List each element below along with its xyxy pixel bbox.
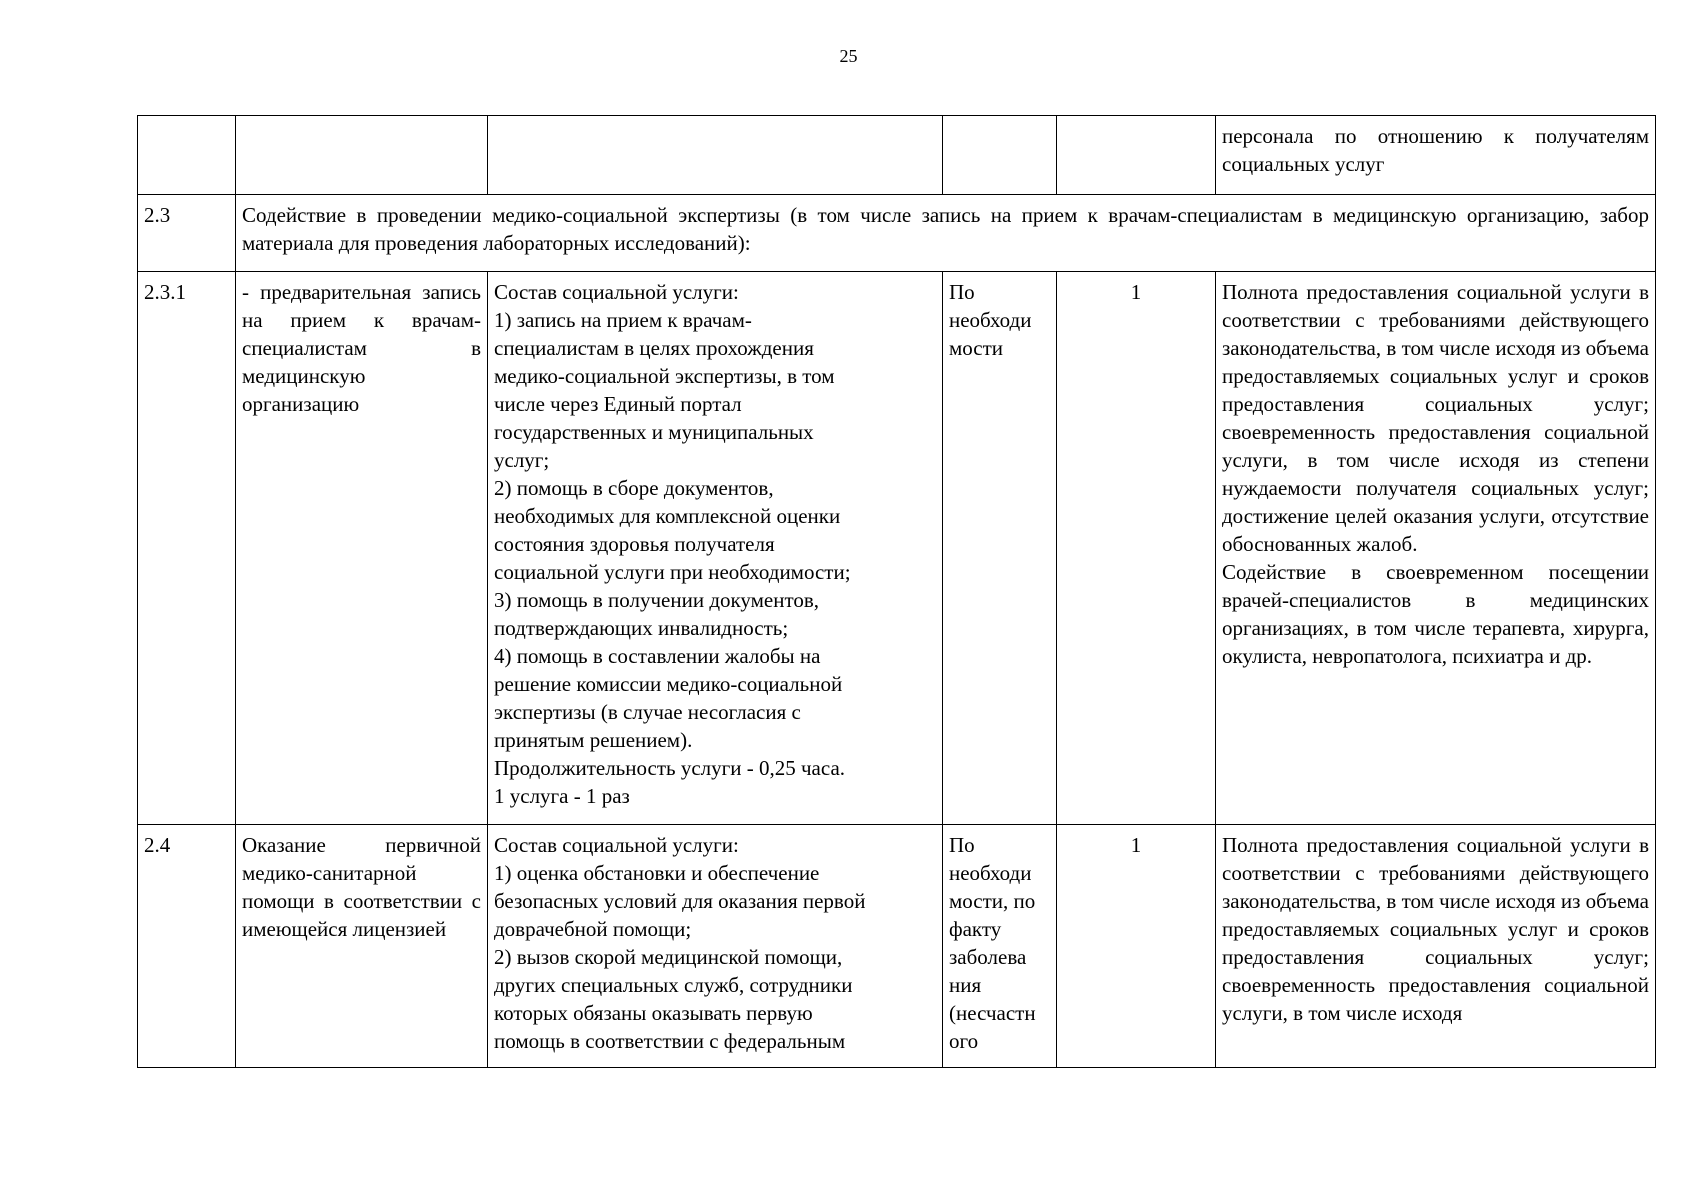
text-line: необходи [949,861,1032,885]
cell-composition [488,272,943,825]
text-line: Состав социальной услуги: [494,280,739,304]
text-line: заболева [949,945,1027,969]
text-line: По [949,833,975,857]
cell-composition [488,116,943,195]
text-line: состояния здоровья получателя [494,532,775,556]
services-table [137,115,1656,1068]
cell-section-title: Содействие в проведении медико-социальной экспертизы (в том числе запись на прием к врачам-специалистам в медицинскую организацию, забор материала для проведения лабораторных исследований): [236,195,1656,272]
text-line: экспертизы (в случае несогласия с [494,700,801,724]
quality-paragraph: Содействие в своевременном посещении врачей-специалистов в медицинских организациях, в том числе терапевта, хирурга, окулиста, невропатолога, психиатра и др. [1222,560,1649,668]
cell-num: 2.3 [138,195,236,272]
text-line: 2) помощь в сборе документов, [494,476,774,500]
text-line: принятым решением). [494,728,693,752]
text-line: доврачебной помощи; [494,917,692,941]
text-line: (несчастн [949,1001,1036,1025]
text-line: безопасных условий для оказания первой [494,889,866,913]
text-line: услуг; [494,448,550,472]
table-row [138,195,1656,272]
cell-composition [488,825,943,1068]
cell-volume: 1 [1057,272,1216,825]
table-row [138,272,1656,825]
text-line: 1) оценка обстановки и обеспечение [494,861,820,885]
cell-name: - предварительная запись на прием к врачам-специалистам в медицинскую организацию [236,272,488,825]
text-line: медико-социальной экспертизы, в том [494,364,835,388]
text-line: мости, по [949,889,1036,913]
table-row [138,116,1656,195]
text-line: мости [949,336,1004,360]
cell-name [236,116,488,195]
text-line: подтверждающих инвалидность; [494,616,789,640]
cell-quality: персонала по отношению к получателям социальных услуг [1216,116,1656,195]
cell-periodicity [943,825,1057,1068]
page-number: 25 [839,46,858,66]
text-line: 1 услуга - 1 раз [494,784,630,808]
cell-volume [1057,116,1216,195]
text-line: 3) помощь в получении документов, [494,588,820,612]
cell-periodicity [943,272,1057,825]
cell-num: 2.4 [138,825,236,1068]
text-line: 2) вызов скорой медицинской помощи, [494,945,843,969]
cell-num [138,116,236,195]
text-line: помощь в соответствии с федеральным [494,1029,846,1053]
cell-periodicity [943,116,1057,195]
text-line: По [949,280,975,304]
table-row [138,825,1656,1068]
text-line: необходи [949,308,1032,332]
text-line: ния [949,973,982,997]
cell-quality [1216,272,1656,825]
cell-name: Оказание первичной медико-санитарной помощи в соответствии с имеющейся лицензией [236,825,488,1068]
text-line: необходимых для комплексной оценки [494,504,841,528]
text-line: социальной услуги при необходимости; [494,560,851,584]
quality-paragraph: Полнота предоставления социальной услуги в соответствии с требованиями действующего законодательства, в том числе исходя из объема предоставляемых социальных услуг и сроков предоставления социальных услуг; своевременность предоставления социальной услуги, в том числе исходя из степени нуждаемости получателя социальных услуг; достижение целей оказания услуги, отсутствие обоснованных жалоб. [1222,280,1649,556]
text-line: факту [949,917,1002,941]
text-line: государственных и муниципальных [494,420,814,444]
text-line: 1) запись на прием к врачам- [494,308,752,332]
cell-quality: Полнота предоставления социальной услуги в соответствии с требованиями действующего законодательства, в том числе исходя из объема предоставляемых социальных услуг и сроков предоставления социальных услуг; своевременность предоставления социальной услуги, в том числе исходя [1216,825,1656,1068]
text-line: других специальных служб, сотрудники [494,973,853,997]
text-line: решение комиссии медико-социальной [494,672,843,696]
text-line: числе через Единый портал [494,392,742,416]
cell-num: 2.3.1 [138,272,236,825]
text-line: специалистам в целях прохождения [494,336,814,360]
cell-volume: 1 [1057,825,1216,1068]
text-line: Состав социальной услуги: [494,833,739,857]
text-line: 4) помощь в составлении жалобы на [494,644,821,668]
text-line: которых обязаны оказывать первую [494,1001,813,1025]
text-line: Продолжительность услуги - 0,25 часа. [494,756,846,780]
text-line: ого [949,1029,979,1053]
